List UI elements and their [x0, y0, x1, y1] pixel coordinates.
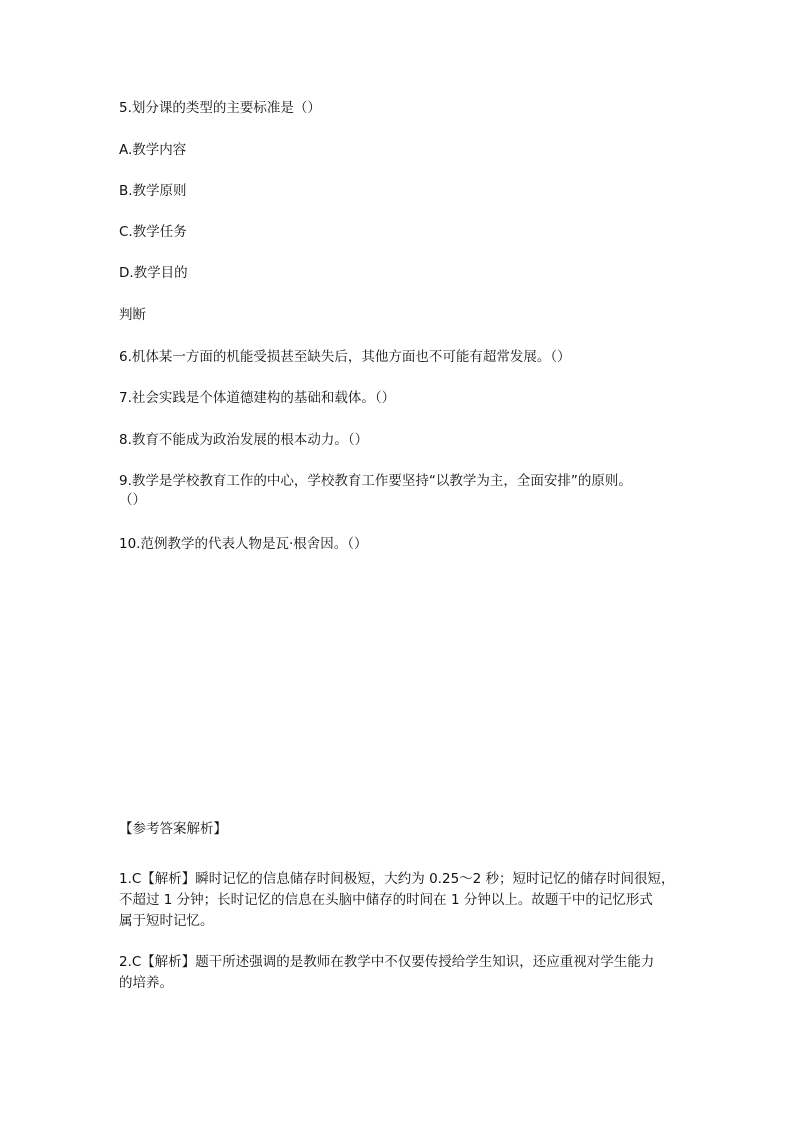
answer-1-line: 属于短时记忆。: [119, 913, 214, 929]
question-9-line: （）: [119, 492, 146, 508]
question-10: 10.范例教学的代表人物是瓦·根舍因。（）: [119, 536, 368, 552]
question-5: 5.划分课的类型的主要标准是（）: [119, 100, 321, 116]
question-6: 6.机体某一方面的机能受损甚至缺失后，其他方面也不可能有超常发展。（）: [119, 349, 571, 365]
section-heading-judge: 判断: [119, 307, 146, 323]
question-9-line: 9.教学是学校教育工作的中心，学校教育工作要坚持“以教学为主，全面安排”的原则。: [119, 473, 632, 489]
answer-2-line: 的培养。: [119, 975, 173, 991]
answer-1-line: 不超过 1 分钟；长时记忆的信息在头脑中储存的时间在 1 分钟以上。故题干中的记忆形式: [119, 892, 653, 908]
option-a: A.教学内容: [119, 142, 187, 158]
answer-2-line: 2.C【解析】题干所述强调的是教师在教学中不仅要传授给学生知识，还应重视对学生能力: [119, 954, 655, 970]
option-b: B.教学原则: [119, 183, 187, 199]
option-d: D.教学目的: [119, 265, 188, 281]
question-9: [119, 471, 632, 511]
question-7: 7.社会实践是个体道德建构的基础和载体。（）: [119, 390, 396, 406]
answer-1-line: 1.C【解析】瞬时记忆的信息储存时间极短，大约为 0.25～2 秒；短时记忆的储存时间很短，: [119, 871, 675, 887]
answers-heading: 【参考答案解析】: [119, 821, 227, 837]
answer-1: [119, 869, 675, 932]
option-c: C.教学任务: [119, 224, 187, 240]
answer-2: [119, 952, 654, 994]
question-8: 8.教育不能成为政治发展的根本动力。（）: [119, 432, 369, 448]
